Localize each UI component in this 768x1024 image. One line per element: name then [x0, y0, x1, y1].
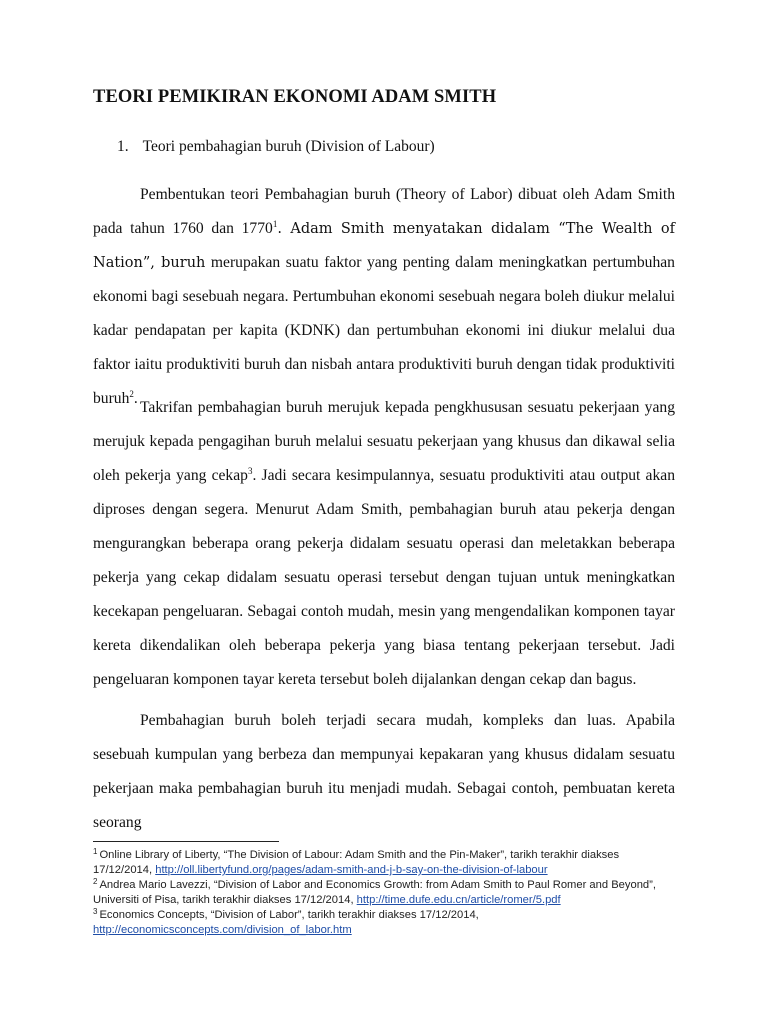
- footnote-text: Online Library of Liberty, “The Division of Labour: Adam Smith and the Pin-Maker”, tarikh terakhir diakses 17/12/2014,: [93, 849, 620, 876]
- paragraph-3-text-a: Pembahagian buruh boleh terjadi secara mudah, kompleks dan luas. Apabila sesebuah kumpulan yang berbeza dan mempunyai kepakaran yang khusus didalam sesuatu pekerjaan maka pembahagian buruh itu menjadi mudah. Sebagai contoh, pembuatan kereta seorang: [93, 712, 675, 831]
- footnote-link[interactable]: http://oll.libertyfund.org/pages/adam-smith-and-j-b-say-on-the-division-of-labour: [155, 864, 548, 876]
- footnote-1: [93, 848, 675, 878]
- paragraph-1-text-a: Pembentukan teori Pembahagian buruh (Theory of Labor) dibuat oleh Adam Smith pada tahun 1760 dan 1770: [93, 186, 675, 237]
- paragraph-3: [93, 704, 675, 840]
- footnote-text: Andrea Mario Lavezzi, “Division of Labor and Economics Growth: from Adam Smith to Paul Romer and Beyond”, Universiti of Pisa, tarikh terakhir diakses 17/12/2014,: [93, 879, 656, 906]
- section-heading: [117, 138, 435, 156]
- footnote-link[interactable]: http://time.dufe.edu.cn/article/romer/5.pdf: [356, 894, 561, 906]
- document-title: TEORI PEMIKIRAN EKONOMI ADAM SMITH: [93, 87, 497, 107]
- footnote-separator: [93, 841, 279, 842]
- paragraph-2: [93, 391, 675, 697]
- document-page: [93, 0, 675, 1024]
- footnote-ref-1: 1: [272, 219, 278, 229]
- footnote-text: Economics Concepts, “Division of Labor”, tarikh terakhir diakses 17/12/2014,: [99, 909, 479, 921]
- section-number: 1.: [117, 138, 129, 155]
- paragraph-1-text-b: . Adam Smith menyatakan didalam “The Wealth of Nation”, buruh: [93, 221, 675, 271]
- footnote-3: [93, 908, 675, 938]
- paragraph-1-text-c: merupakan suatu faktor yang penting dalam meningkatkan pertumbuhan ekonomi bagi sesebuah negara. Pertumbuhan ekonomi sesebuah negara boleh diukur melalui kadar pendapatan per kapita (KDNK) dan pertumbuhan ekonomi ini diukur melalui dua faktor iaitu produktiviti buruh dan nisbah antara produktiviti buruh dengan tidak produktiviti buruh: [93, 254, 675, 407]
- footnote-2: [93, 878, 675, 908]
- paragraph-2-text-a: Takrifan pembahagian buruh merujuk kepada pengkhususan sesuatu pekerjaan yang merujuk kepada pengagihan buruh melalui sesuatu pekerjaan yang khusus dan dikawal selia oleh pekerja yang cekap: [93, 399, 675, 484]
- footnote-ref-2: 2: [129, 389, 134, 399]
- footnote-link[interactable]: http://economicsconcepts.com/division_of_labor.htm: [93, 924, 352, 936]
- footnotes: [93, 848, 675, 938]
- paragraph-2-text-b: . Jadi secara kesimpulannya, sesuatu produktiviti atau output akan diproses dengan segera. Menurut Adam Smith, pembahagian buruh atau pekerja dengan mengurangkan beberapa orang pekerja didalam sesuatu operasi dan meletakkan beberapa pekerja yang cekap didalam sesuatu operasi tersebut dengan tujuan untuk meningkatkan kecekapan pengeluaran. Sebagai contoh mudah, mesin yang mengendalikan komponen tayar kereta dikendalikan oleh beberapa pekerja yang biasa tentang pekerjaan tersebut. Jadi pengeluaran komponen tayar kereta tersebut boleh dijalankan dengan cekap dan bagus.: [93, 467, 675, 688]
- footnote-ref-3: 3: [247, 466, 253, 476]
- footnote-mark: 2: [93, 877, 98, 886]
- paragraph-1-text-d: .: [133, 390, 138, 407]
- footnote-mark: 3: [93, 907, 98, 916]
- paragraph-1: [93, 178, 675, 416]
- section-heading-text: Teori pembahagian buruh (Division of Labour): [142, 138, 435, 155]
- footnote-mark: 1: [93, 847, 98, 856]
